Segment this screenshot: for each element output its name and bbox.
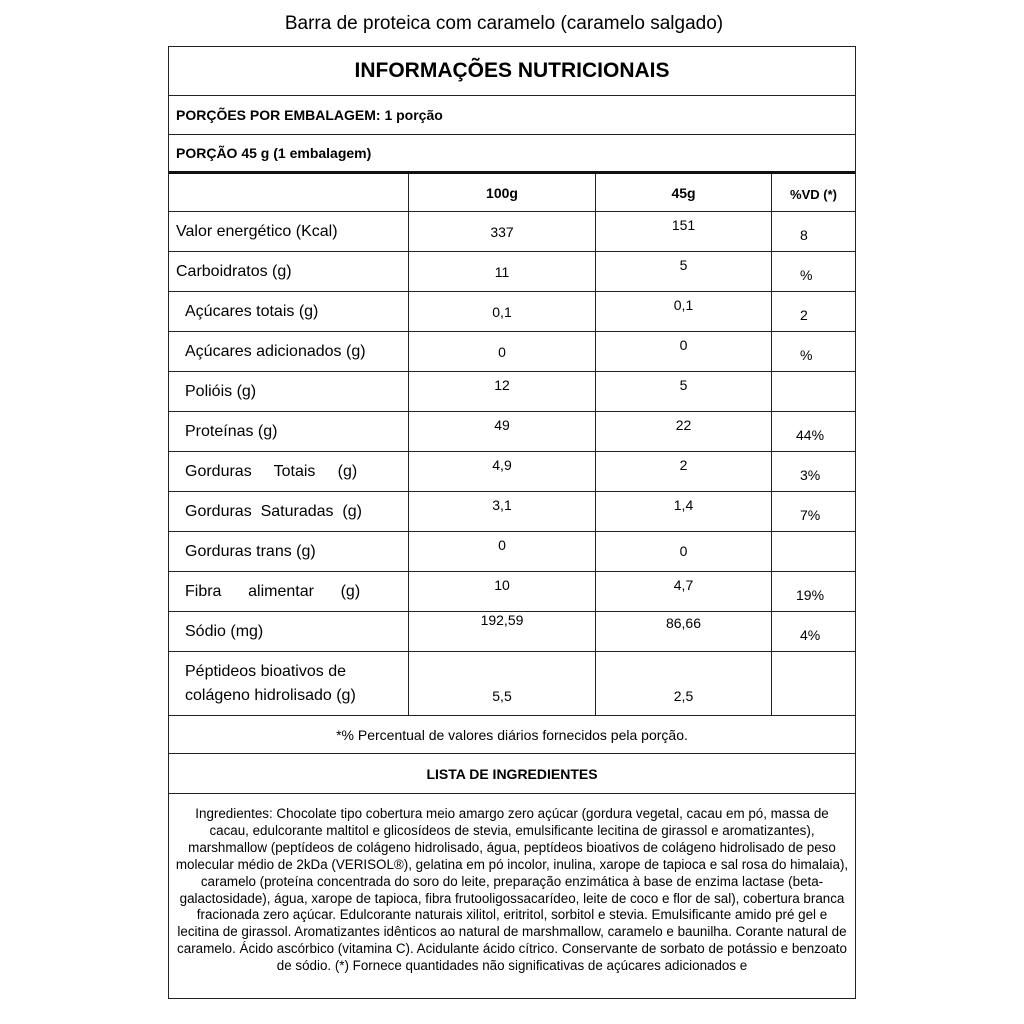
nutrient-name-cell bbox=[169, 652, 409, 715]
value-per-100g: 49 bbox=[494, 417, 510, 433]
daily-value-percent-cell bbox=[772, 652, 855, 715]
table-heading: INFORMAÇÕES NUTRICIONAIS bbox=[169, 47, 855, 96]
value-per-100g: 0 bbox=[498, 344, 506, 360]
nutrient-name: Gorduras Totais (g) bbox=[185, 463, 358, 480]
value-per-100g-cell bbox=[409, 292, 596, 331]
daily-value-percent-cell bbox=[772, 572, 855, 611]
nutrient-name: Carboidratos (g) bbox=[176, 263, 292, 280]
nutrient-name: Gorduras Saturadas (g) bbox=[185, 503, 362, 520]
nutrient-row bbox=[169, 292, 855, 332]
value-per-serving-cell bbox=[596, 292, 772, 331]
value-per-serving: 1,4 bbox=[673, 497, 694, 513]
servings-per-package: PORÇÕES POR EMBALAGEM: 1 porção bbox=[169, 96, 855, 135]
nutrient-name-cell bbox=[169, 452, 409, 491]
value-per-serving-cell bbox=[596, 572, 772, 611]
value-per-serving: 86,66 bbox=[665, 615, 702, 631]
daily-value-percent-cell bbox=[772, 492, 855, 531]
value-per-serving-cell bbox=[596, 452, 772, 491]
value-per-100g-cell bbox=[409, 412, 596, 451]
value-per-serving: 5 bbox=[679, 377, 688, 393]
value-per-serving: 151 bbox=[671, 217, 696, 233]
daily-value-percent: 2 bbox=[800, 307, 808, 323]
value-per-serving: 0 bbox=[679, 337, 688, 353]
daily-value-percent-cell bbox=[772, 292, 855, 331]
nutrient-row bbox=[169, 652, 855, 716]
value-per-100g-cell bbox=[409, 572, 596, 611]
column-header-nutrient bbox=[169, 174, 409, 211]
value-per-100g-cell bbox=[409, 652, 596, 715]
value-per-100g-cell bbox=[409, 332, 596, 371]
ingredients-text: Ingredientes: Chocolate tipo cobertura meio amargo zero açúcar (gordura vegetal, cacau em pó, massa de cacau, edulcorante maltitol e glicosídeos de stevia, emulsificante lecitina de girassol e aromatizantes), marshmallow (peptídeos de colágeno hidrolisado, água, peptídeos bioativos de colágeno hidrolisado de peso molecular médio de 2kDa (VERISOL®), gelatina em pó incolor, inulina, xarope de tapioca e sal rosa do himalaia), caramelo (proteína concentrada do soro do leite, preparação enzimática à base de enzima lactase (beta-galactosidade), água, xarope de tapioca, fibra frutooligossacarídeo, leite de coco e flor de sal), cobertura branca fracionada zero açúcar. Edulcorante naturais xilitol, eritritol, sorbitol e stevia. Emulsificante amido pré gel e lecitina de girassol. Aromatizantes idênticos ao natural de marshmallow, caramelo e baunilha. Corante natural de caramelo. Ácido ascórbico (vitamina C). Acidulante ácido cítrico. Conservante de sorbato de potássio e benzoato de sódio. (*) Fornece quantidades não significativas de açúcares adicionados e bbox=[175, 806, 849, 974]
daily-value-percent: % bbox=[800, 267, 813, 283]
value-per-serving: 0 bbox=[679, 543, 688, 559]
nutrient-row bbox=[169, 492, 855, 532]
value-per-serving-cell bbox=[596, 252, 772, 291]
column-header-row bbox=[169, 174, 855, 212]
value-per-100g: 0,1 bbox=[492, 304, 512, 320]
column-header-100g: 100g bbox=[409, 174, 596, 211]
nutrient-name-cell bbox=[169, 252, 409, 291]
nutrient-name-cell bbox=[169, 572, 409, 611]
value-per-serving: 2 bbox=[679, 457, 688, 473]
value-per-serving-cell bbox=[596, 212, 772, 251]
value-per-100g-cell bbox=[409, 212, 596, 251]
value-per-100g-cell bbox=[409, 252, 596, 291]
nutrient-name: Gorduras trans (g) bbox=[185, 543, 316, 560]
nutrient-row bbox=[169, 612, 855, 652]
value-per-serving: 2,5 bbox=[673, 688, 694, 704]
value-per-serving-cell bbox=[596, 372, 772, 411]
daily-value-percent: 4% bbox=[800, 627, 821, 643]
nutrient-name-cell bbox=[169, 332, 409, 371]
column-header-dv: %VD (*) bbox=[790, 187, 837, 202]
daily-value-percent-cell bbox=[772, 212, 855, 251]
nutrient-name-cell bbox=[169, 612, 409, 651]
value-per-100g-cell bbox=[409, 532, 596, 571]
nutrient-name: Açúcares totais (g) bbox=[185, 303, 319, 320]
nutrient-name: Valor energético (Kcal) bbox=[176, 223, 338, 240]
nutrient-name-cell bbox=[169, 212, 409, 251]
nutrient-name-cell bbox=[169, 412, 409, 451]
value-per-100g-cell bbox=[409, 492, 596, 531]
daily-value-percent-cell bbox=[772, 372, 855, 411]
nutrient-name-cell bbox=[169, 292, 409, 331]
daily-value-percent: % bbox=[800, 347, 813, 363]
nutrient-row bbox=[169, 532, 855, 572]
value-per-100g: 11 bbox=[494, 264, 510, 280]
value-per-100g-cell bbox=[409, 372, 596, 411]
daily-value-percent-cell bbox=[772, 532, 855, 571]
nutrient-name: Fibra alimentar (g) bbox=[185, 583, 361, 600]
nutrient-row bbox=[169, 572, 855, 612]
value-per-100g: 4,9 bbox=[492, 457, 512, 473]
value-per-100g: 5,5 bbox=[492, 688, 512, 704]
nutrient-name: Sódio (mg) bbox=[185, 623, 264, 640]
value-per-100g: 12 bbox=[494, 377, 510, 393]
value-per-100g: 3,1 bbox=[492, 497, 512, 513]
daily-value-percent-cell bbox=[772, 412, 855, 451]
value-per-serving-cell bbox=[596, 612, 772, 651]
nutrient-name-cell bbox=[169, 372, 409, 411]
column-header-serving: 45g bbox=[596, 174, 772, 211]
value-per-serving-cell bbox=[596, 492, 772, 531]
nutrient-rows bbox=[169, 212, 855, 716]
value-per-100g: 337 bbox=[490, 224, 514, 240]
nutrient-row bbox=[169, 332, 855, 372]
nutrition-facts-table bbox=[168, 46, 856, 999]
daily-value-percent-cell bbox=[772, 452, 855, 491]
value-per-100g: 0 bbox=[498, 537, 506, 553]
nutrient-name: Polióis (g) bbox=[185, 383, 257, 400]
value-per-100g-cell bbox=[409, 452, 596, 491]
value-per-serving-cell bbox=[596, 652, 772, 715]
daily-value-percent: 44% bbox=[796, 427, 825, 443]
value-per-serving-cell bbox=[596, 332, 772, 371]
daily-value-percent: 3% bbox=[800, 467, 821, 483]
value-per-100g: 10 bbox=[494, 577, 510, 593]
nutrient-row bbox=[169, 252, 855, 292]
serving-size: PORÇÃO 45 g (1 embalagem) bbox=[169, 135, 855, 174]
daily-value-percent: 8 bbox=[800, 227, 808, 243]
value-per-serving: 4,7 bbox=[673, 577, 694, 593]
value-per-serving: 5 bbox=[679, 257, 688, 273]
value-per-serving: 0,1 bbox=[673, 297, 694, 313]
value-per-serving-cell bbox=[596, 412, 772, 451]
nutrient-row bbox=[169, 212, 855, 252]
nutrient-name: Proteínas (g) bbox=[185, 423, 278, 440]
value-per-100g-cell bbox=[409, 612, 596, 651]
nutrient-name: Açúcares adicionados (g) bbox=[185, 343, 366, 360]
daily-value-percent: 19% bbox=[796, 587, 825, 603]
daily-value-percent-cell bbox=[772, 332, 855, 371]
daily-value-percent-cell bbox=[772, 612, 855, 651]
nutrient-row bbox=[169, 372, 855, 412]
nutrient-row bbox=[169, 412, 855, 452]
daily-value-percent: 7% bbox=[800, 507, 821, 523]
value-per-serving-cell bbox=[596, 532, 772, 571]
value-per-100g: 192,59 bbox=[480, 612, 524, 628]
nutrient-name-cell bbox=[169, 492, 409, 531]
product-title: Barra de proteica com caramelo (caramelo salgado) bbox=[284, 13, 724, 34]
value-per-serving: 22 bbox=[675, 417, 692, 433]
ingredients-heading: LISTA DE INGREDIENTES bbox=[169, 754, 855, 794]
nutrient-name-cell bbox=[169, 532, 409, 571]
nutrient-name: Péptideos bioativos de colágeno hidrolisado (g) bbox=[185, 663, 356, 704]
dv-footnote: *% Percentual de valores diários fornecidos pela porção. bbox=[169, 716, 855, 754]
daily-value-percent-cell bbox=[772, 252, 855, 291]
nutrient-row bbox=[169, 452, 855, 492]
